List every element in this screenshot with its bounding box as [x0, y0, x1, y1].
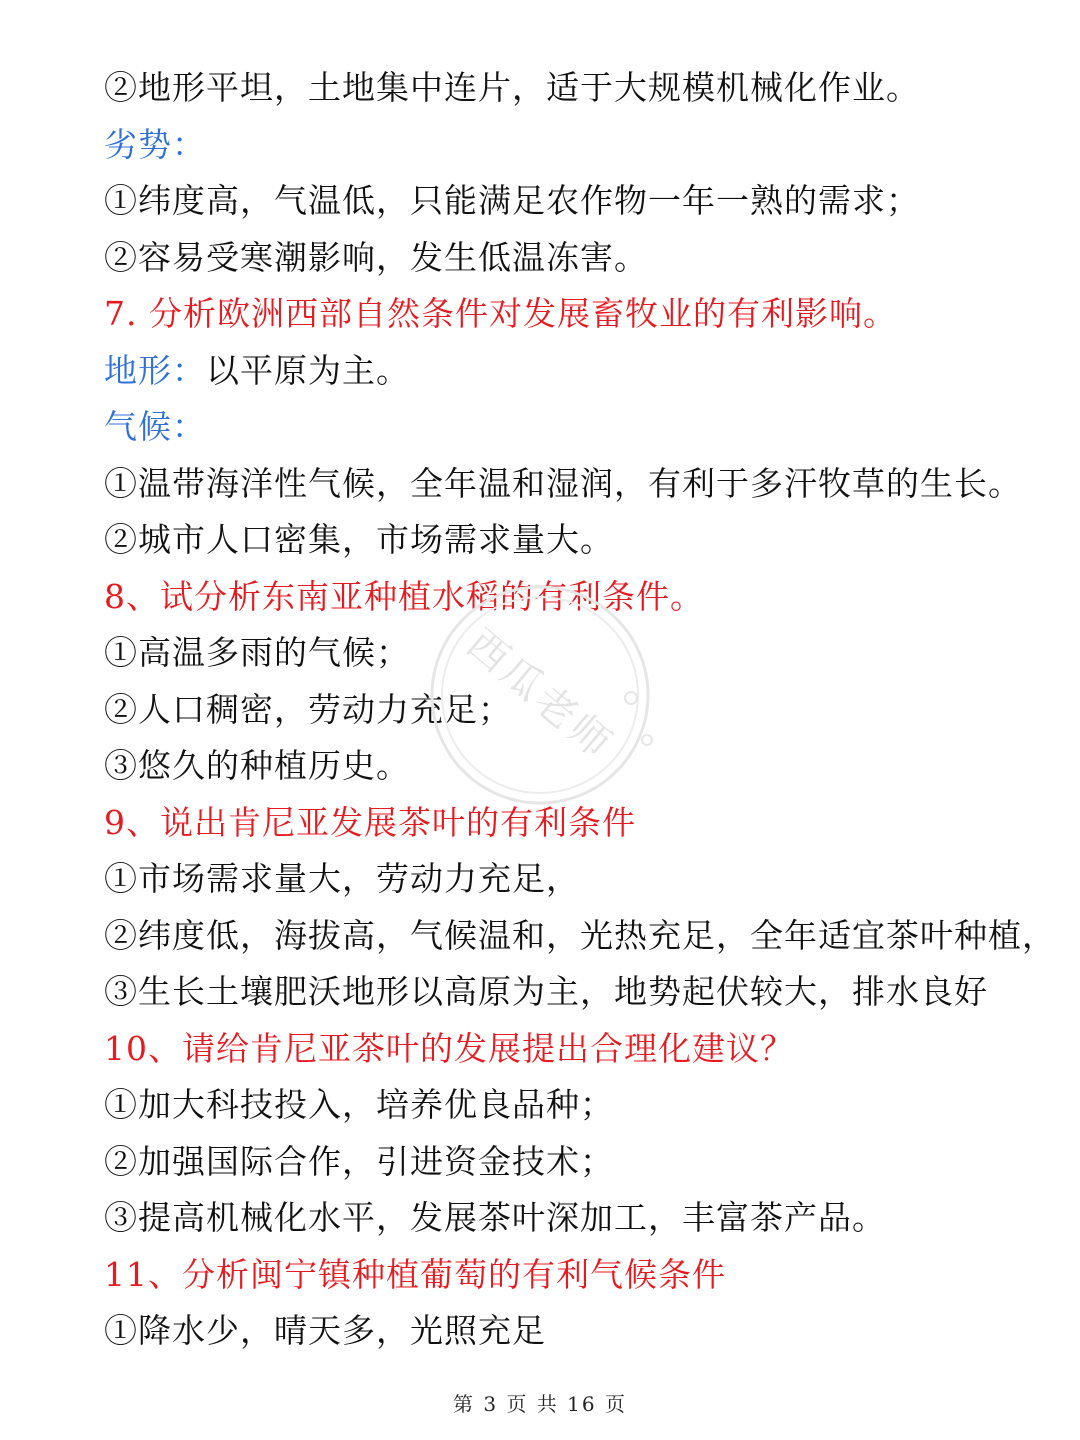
- text-line: ①加大科技投入，培养优良品种；: [104, 1085, 614, 1124]
- text-line: ①市场需求量大，劳动力充足，: [104, 859, 580, 898]
- text-line: ①高温多雨的气候；: [104, 633, 410, 672]
- text-line: ③悠久的种植历史。: [104, 746, 410, 785]
- text-line: ②城市人口密集，市场需求量大。: [104, 520, 614, 559]
- question-title: 10、请给肯尼亚茶叶的发展提出合理化建议？: [104, 1029, 794, 1068]
- labeled-line: [104, 343, 1040, 399]
- text-line: ③提高机械化水平，发展茶叶深加工，丰富茶产品。: [104, 1198, 886, 1237]
- question-title: 8、试分析东南亚种植水稻的有利条件。: [104, 577, 704, 616]
- text-line: ②容易受寒潮影响，发生低温冻害。: [104, 238, 648, 277]
- text-line: ②纬度低，海拔高，气候温和，光热充足，全年适宜茶叶种植，: [104, 916, 1056, 955]
- watermark-text: 西瓜老师: [457, 620, 623, 770]
- question-title: 7. 分析欧洲西部自然条件对发展畜牧业的有利影响。: [104, 294, 897, 333]
- inline-label: 地形：: [104, 351, 206, 390]
- section-heading: 劣势：: [104, 125, 206, 164]
- text-line: ③生长土壤肥沃地形以高原为主，地势起伏较大，排水良好: [104, 972, 988, 1011]
- question-title: 11、分析闽宁镇种植葡萄的有利气候条件: [104, 1255, 726, 1294]
- text-line: ②人口稠密，劳动力充足；: [104, 690, 512, 729]
- section-heading: 气候：: [104, 407, 206, 446]
- text-line: ②地形平坦，土地集中连片，适于大规模机械化作业。: [104, 68, 920, 107]
- page-footer: 第 3 页 共 16 页: [453, 1392, 627, 1416]
- question-title: 9、说出肯尼亚发展茶叶的有利条件: [104, 803, 636, 842]
- text-line: ①温带海洋性气候，全年温和湿润，有利于多汗牧草的生长。: [104, 464, 1022, 503]
- text-line: ①纬度高，气温低，只能满足农作物一年一熟的需求；: [104, 181, 920, 220]
- inline-text: 以平原为主。: [206, 351, 410, 390]
- text-line: ②加强国际合作，引进资金技术；: [104, 1142, 614, 1181]
- text-line: ①降水少，晴天多，光照充足: [104, 1311, 546, 1350]
